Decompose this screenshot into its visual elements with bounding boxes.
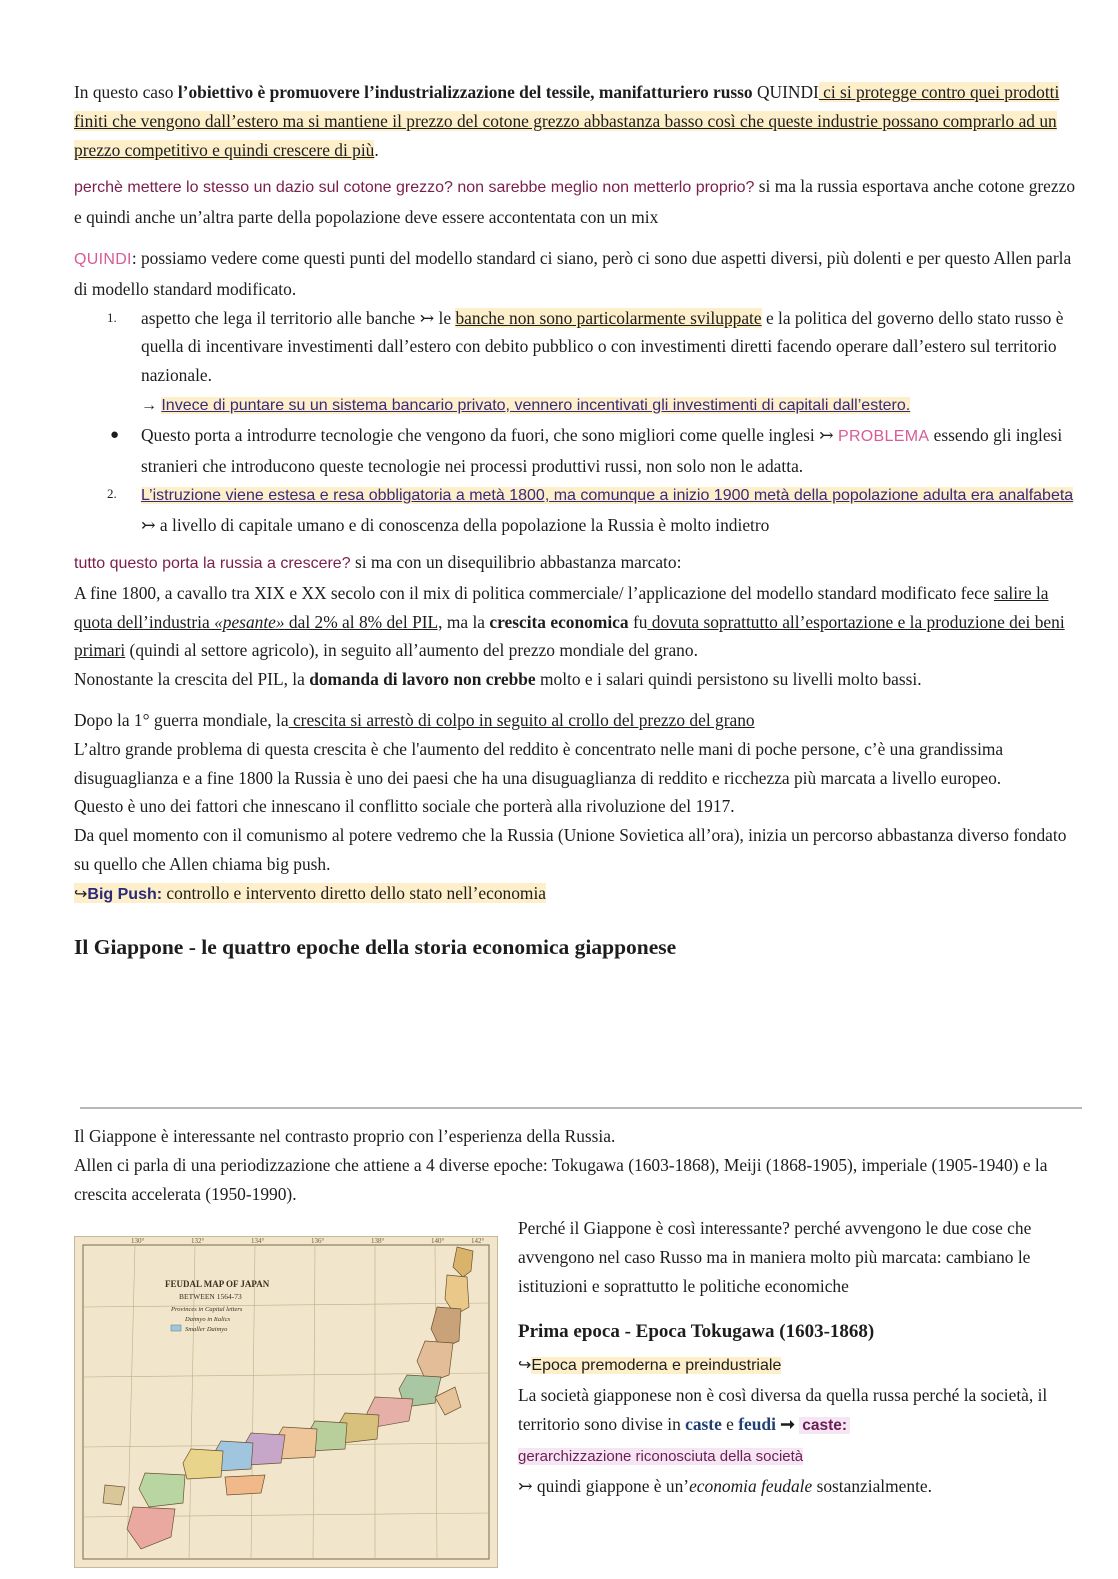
list-item-1: 1. aspetto che lega il territorio alle banche ↣ le banche non sono particolarmente sviluppate e la politica del governo dello stato russo è quella di incentivare investimenti dall’estero con debito pubblico o con investimenti diretti facendo operare dall’estero sul territorio nazionale. → Invece di puntare su un sistema bancario privato, vennero incentivati gli investimenti di capitali dall’estero.: [74, 304, 1086, 421]
problem-label: PROBLEMA: [837, 427, 930, 445]
map-legend-smaller: Smaller Daimyo: [185, 1326, 228, 1333]
link-education[interactable]: L’istruzione viene estesa e resa obbligatoria a metà 1800, ma comunque a inizio 1900 metà della popolazione adulta era analfabeta: [141, 487, 1074, 505]
heading-tokugawa: Prima epoca - Epoca Tokugawa (1603-1868): [518, 1321, 875, 1343]
paragraph-why-japan: Perché il Giappone è così interessante? perché avvengono le due cose che avvengono nel caso Russo ma in maniera molto più marcata: cambiano le istituzioni e soprattutto le politiche economiche: [518, 1218, 1032, 1296]
map-tick-label: 138°: [371, 1237, 385, 1245]
question-text: perchè mettere lo stesso un dazio sul cotone grezzo? non sarebbe meglio non metterlo proprio?: [74, 179, 755, 197]
big-push-label: Big Push:: [87, 885, 163, 903]
double-arrow-icon: ↣: [419, 307, 435, 328]
caste-tag: caste:: [799, 1417, 850, 1434]
double-arrow-icon: ↣: [141, 515, 156, 536]
map-tick-label: 140°: [431, 1237, 445, 1245]
epoch-subtitle: Epoca premoderna e preindustriale: [531, 1357, 782, 1375]
highlight-banks: banche non sono particolarmente sviluppate: [455, 307, 762, 328]
term-feudi: feudi: [738, 1413, 776, 1434]
map-tick-label: 134°: [251, 1237, 265, 1245]
list-marker: 2.: [107, 486, 117, 502]
right-column: [518, 1214, 1083, 1500]
arrow-right-icon: →: [141, 396, 157, 414]
link-bank-investments[interactable]: Invece di puntare su un sistema bancario privato, vennero incentivati gli investimenti di capitali dall’estero.: [161, 396, 911, 414]
term-caste: caste: [685, 1413, 722, 1434]
arrow-right-icon: ➞: [775, 1413, 800, 1434]
section-divider: [80, 1107, 1082, 1109]
feudal-map-image: [74, 1236, 498, 1568]
double-arrow-icon: ↣: [819, 424, 834, 445]
page-body: [74, 78, 1086, 962]
bold-objective: l’obiettivo è promuovere l’industrializzazione del tessile, manifatturiero russo: [177, 82, 753, 102]
map-title: FEUDAL MAP OF JAPAN: [165, 1279, 270, 1289]
paragraph-after-war: Dopo la 1° guerra mondiale, la crescita si arrestò di colpo in seguito al crollo del prezzo del grano L’altro grande problema di questa crescita è che l'aumento del reddito è concentrato nelle mani di poche persone, c’è una grandissima disuguaglianza e a fine 1800 la Russia è uno dei paesi che ha una disuguaglianza di reddito e ricchezza più marcata a livello europeo. Questo è uno dei fattori che innescano il conflitto sociale che porterà alla rivoluzione del 1917. Da quel momento con il comunismo al potere vedremo che la Russia (Unione Sovietica all’ora), inizia un percorso abbastanza diverso fondato su quello che Allen chiama big push. ↪Big Push: controllo e intervento diretto dello stato nell’economia: [74, 709, 1067, 903]
map-tick-label: 130°: [131, 1237, 145, 1245]
caste-definition: gerarchizzazione riconosciuta della società: [518, 1447, 804, 1465]
highlight-protection: ci si protegge contro quei prodotti finiti che vengono dall’estero ma si mantiene il prezzo del cotone grezzo abbastanza basso così che queste industrie possano comprarlo ad un prezzo competitivo e quindi crescere di più: [74, 82, 1060, 160]
feudal-map-svg: [75, 1237, 497, 1567]
question-text: tutto questo porta la russia a crescere?: [74, 554, 351, 572]
paragraph-society: La società giapponese non è così diversa da quella russa perché la società, il territorio sono divise in caste e feudi ➞ caste: gerarchizzazione riconosciuta della società ↣ quindi giappone è un’economia feudale sostanzialmente.: [518, 1385, 1048, 1496]
return-arrow-icon: ↪: [74, 885, 88, 903]
map-tick-label: 136°: [311, 1237, 325, 1245]
big-push-line: ↪Big Push: controllo e intervento diretto dello stato nell’economia: [74, 882, 547, 903]
paragraph-japan-intro: Il Giappone è interessante nel contrasto proprio con l’esperienza della Russia. Allen ci parla di una periodizzazione che attiene a 4 diverse epoche: Tokugawa (1603-1868), Meiji (1868-1905), imperiale (1905-1940) e la crescita accelerata (1950-1990).: [74, 1126, 1048, 1204]
return-arrow-icon: ↪: [518, 1357, 532, 1375]
map-subtitle: BETWEEN 1564-73: [179, 1292, 242, 1301]
list-bullet: ● Questo porta a introdurre tecnologie che vengono da fuori, che sono migliori come quelle inglesi ↣ PROBLEMA essendo gli inglesi stranieri che introducono queste tecnologie nei processi produttivi russi, non solo non le adatta.: [74, 421, 1086, 481]
quindi-label: QUINDI: [74, 250, 132, 268]
section-heading-japan: Il Giappone - le quattro epoche della storia economica giapponese: [74, 934, 677, 959]
paragraph-growth: tutto questo porta la russia a crescere? si ma con un disequilibrio abbastanza marcato: A fine 1800, a cavallo tra XIX e XX secolo con il mix di politica commerciale/ l’applicazione del modello standard modificato fece salire la quota dell’industria «pesante» dal 2% al 8% del PIL, ma la crescita economica fu dovuta soprattutto all’esportazione e la produzione dei beni primari (quindi al settore agricolo), in seguito all’aumento del prezzo mondiale del grano. Nonostante la crescita del PIL, la domanda di lavoro non crebbe molto e i salari quindi persistono su livelli molto bassi.: [74, 551, 1065, 690]
map-legend-provinces: Provinces in Capital letters: [171, 1306, 243, 1313]
list-marker: 1.: [107, 309, 117, 325]
paragraph-cotton-question: perchè mettere lo stesso un dazio sul cotone grezzo? non sarebbe meglio non metterlo proprio? si ma la russia esportava anche cotone grezzo e quindi anche un’altra parte della popolazione deve essere accontentata con un mix: [74, 176, 1076, 228]
double-arrow-icon: ↣: [518, 1475, 533, 1496]
subheading-line: [518, 1350, 1083, 1381]
map-tick-label: 142°: [471, 1237, 485, 1245]
list-item-2: 2. L’istruzione viene estesa e resa obbligatoria a metà 1800, ma comunque a inizio 1900 metà della popolazione adulta era analfabeta ↣ a livello di capitale umano e di conoscenza della popolazione la Russia è molto indietro: [74, 480, 1086, 540]
map-legend-daimyo: Daimyo in Italics: [185, 1316, 231, 1323]
japan-intro: [74, 1122, 1086, 1208]
paragraph-quindi: QUINDI: possiamo vedere come questi punti del modello standard ci siano, però ci sono due aspetti diversi, più dolenti e per questo Allen parla di modello standard modificato.: [74, 247, 1072, 299]
bullet-icon: ●: [110, 426, 120, 443]
map-tick-label: 132°: [191, 1237, 205, 1245]
paragraph-industrialization: In questo caso l’obiettivo è promuovere l’industrializzazione del tessile, manifatturiero russo QUINDI ci si protegge contro quei prodotti finiti che vengono dall’estero ma si mantiene il prezzo del cotone grezzo abbastanza basso così che queste industrie possano comprarlo ad un prezzo competitivo e quindi crescere di più.: [74, 82, 1060, 160]
